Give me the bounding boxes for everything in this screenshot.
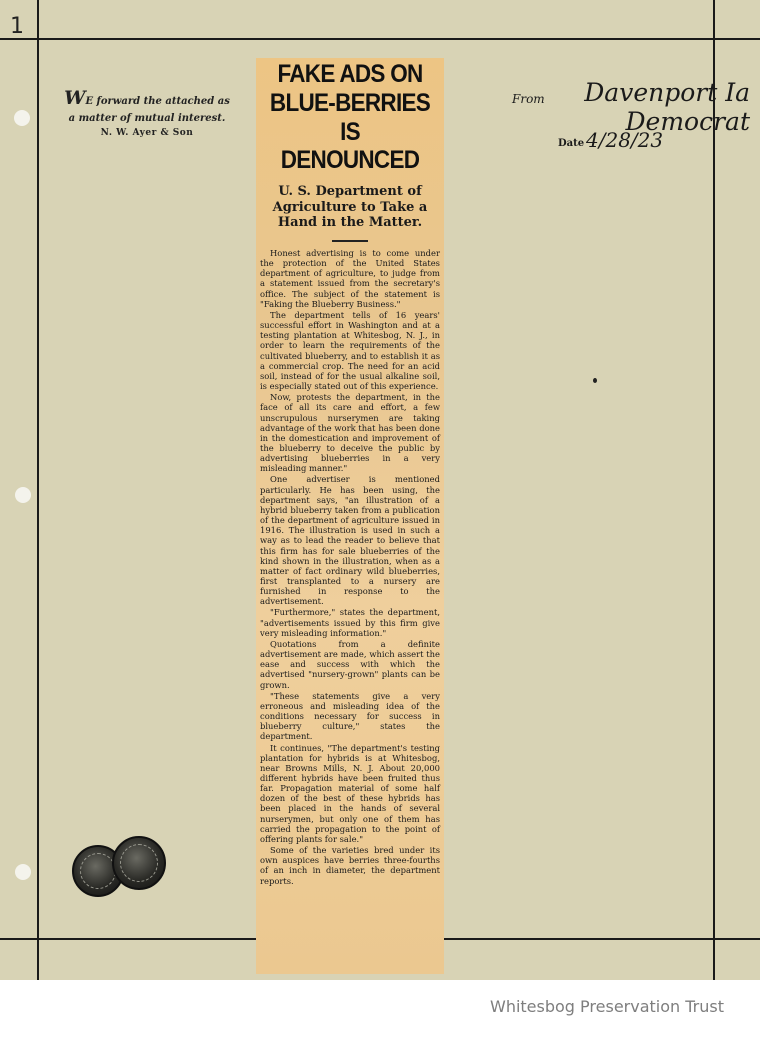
stamp-line-1-text: E forward the attached as [85,96,230,107]
punch-hole-middle [15,487,31,503]
stamp-line-2: a matter of mutual interest. [68,112,226,124]
stamp-line-1 [62,86,232,112]
article-paragraph: Now, protests the department, in the face of all its care and effort, a few unscrupulous nurserymen are taking advantage of the work that has been done in the domestication and improvement of the blueberry to deceive the public by advertising blueberries in a very misleading manner." [260,392,440,474]
article-paragraph: Some of the varieties bred under its own auspices have berries three-fourths of an inch in diameter, the department reports. [260,845,440,886]
right-rule [713,0,715,980]
ink-spot [593,378,597,383]
article-paragraph: It continues, "The department's testing plantation for hybrids is at Whitesbog, near Browns Mills, N. J. About 20,000 different hybrids have been fruited thus far. Propagation material of some half dozen of the best of these hybrids has been placed in the hands of several nurserymen, but only one of them has carried the propagation to the point of offering plants for sale." [260,742,440,844]
seal-ring [120,844,158,882]
page-number: 1 [10,14,24,39]
clipping-headline [269,60,431,175]
article-paragraph: Quotations from a definite advertisement are made, which assert the ease and success with which the advertised "nursery-grown" plants can be grown. [260,638,440,690]
archive-watermark: Whitesbog Preservation Trust [490,997,724,1016]
punch-hole-top [14,110,30,126]
left-rule [37,0,39,980]
headline-line-3: IS DENOUNCED [280,117,420,175]
clipping-subheadline: U. S. Department of Agriculture to Take a Hand in the Matter. [272,184,428,231]
stamp-initial: W [64,87,86,109]
headline-line-2: BLUE-BERRIES [269,88,431,117]
source-date-label: Date [558,138,585,149]
seal-ring [80,853,116,889]
wax-seal-icon [112,836,166,890]
punch-hole-bottom [15,864,31,880]
headline-line-1: FAKE ADS ON [277,60,423,88]
clipping-body [260,248,440,887]
stamp-agency-name: N. W. Ayer & Son [100,128,194,139]
agency-stamp [62,86,232,139]
article-paragraph: "Furthermore," states the department, "advertisements issued by this firm give very misleading information." [260,607,440,638]
article-paragraph: Honest advertising is to come under the protection of the United States department of agriculture, to judge from a statement issued from the secretary's office. The subject of the statement is "Faking the Blueberry Business." [260,248,440,309]
source-publication: Davenport Ia Democrat [584,78,750,136]
source-date: 4/28/23 [586,128,664,152]
top-rule [0,38,760,40]
clipping-divider [332,240,368,242]
article-paragraph: The department tells of 16 years' successful effort in Washington and at a testing plantation at Whitesbog, N. J., in order to learn the requirements of the cultivated blueberry, and to establish it as a commercial crop. The need for an acid soil, instead of for the usual alkaline soil, is especially stated out of this experience. [260,309,440,392]
source-from-label: From [512,92,545,106]
article-paragraph: One advertiser is mentioned particularly. He has been using, the department says, "an illustration of a hybrid blueberry taken from a publication of the department of agriculture issued in 1916. The illustration is used in such a way as to lead the reader to believe that this firm has for sale blueberries of the kind shown in the illustration, when as a matter of fact ordinary wild blueberries, first transplanted to a nursery are furnished in response to the advertisement. [260,474,440,607]
newspaper-clipping [256,58,444,974]
article-paragraph: "These statements give a very erroneous and misleading idea of the conditions necessary for success in blueberry culture," states the department. [260,690,440,742]
